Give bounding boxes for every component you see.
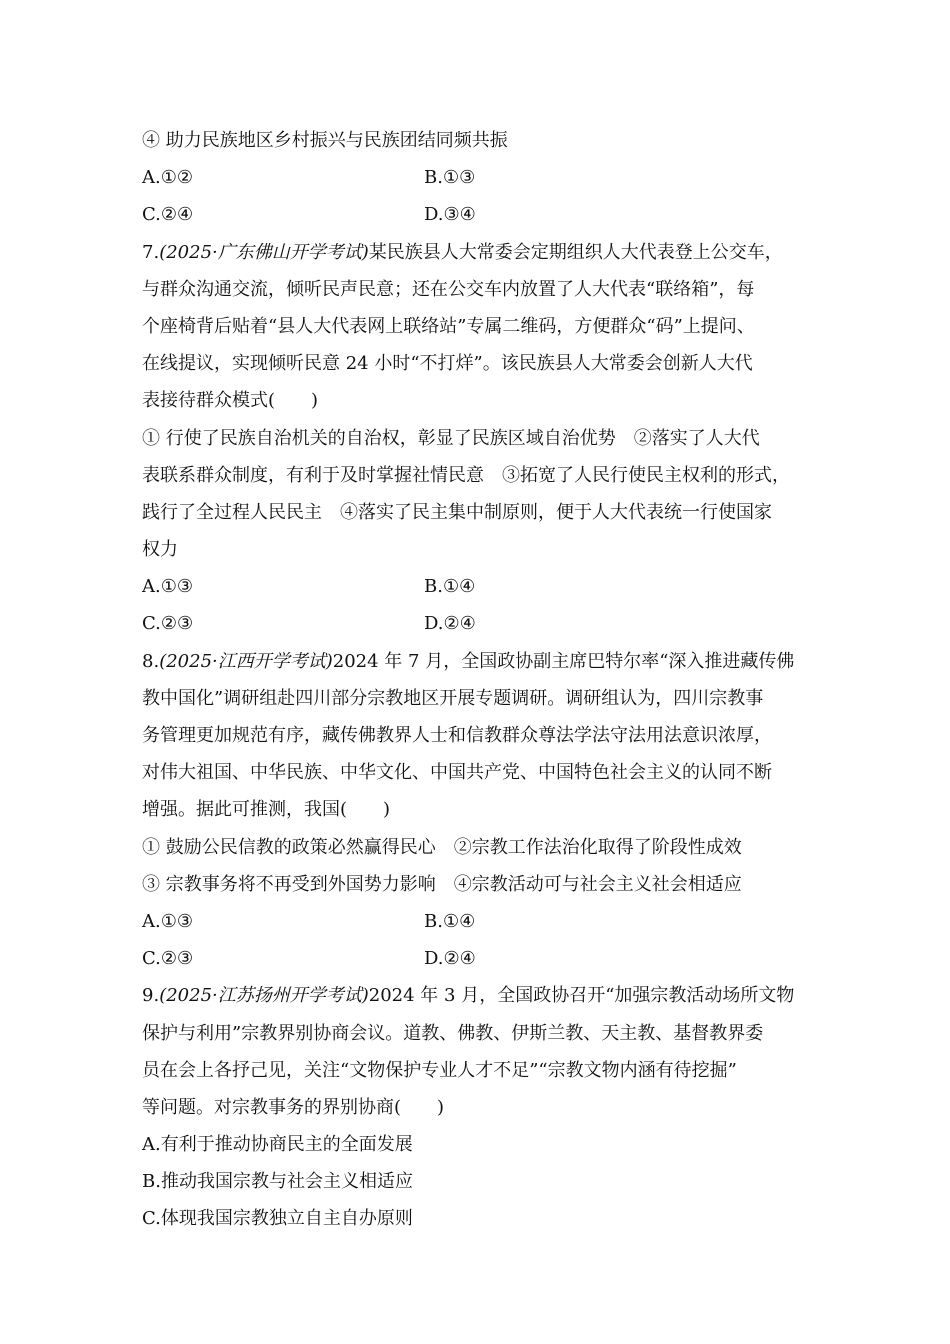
q8-stem-line: 务管理更加规范有序，藏传佛教界人士和信教群众尊法学法守法用法意识浓厚， <box>142 725 772 746</box>
q6-options-row-2 <box>142 196 822 233</box>
q9-stem-line: 保护与利用”宗教界别协商会议。道教、佛教、伊斯兰教、天主教、基督教界委 <box>142 1022 764 1044</box>
q7-stem-line: 个座椅背后贴着“县人大代表网上联络站”专属二维码，方便群众“码”上提问、 <box>142 315 755 337</box>
q8-option-b[interactable]: B.①④ <box>424 910 476 932</box>
q9-option-b[interactable]: B.推动我国宗教与社会主义相适应 <box>142 1171 413 1193</box>
q8-stem-line <box>142 643 822 680</box>
q9-source: (2025·江苏扬州开学考试) <box>159 985 369 1007</box>
q9-stem-line <box>142 977 822 1014</box>
q6-option-a[interactable]: A.①② <box>142 167 193 189</box>
q9-number: 9. <box>142 985 160 1007</box>
q6-options-row-1 <box>142 159 822 196</box>
document-page <box>142 122 822 1238</box>
q8-stem-line: 增强。据此可推测，我国( ) <box>142 799 391 821</box>
q8-number: 8. <box>142 650 160 672</box>
q7-options-row-1 <box>142 568 822 605</box>
q8-stem-text: 2024 年 7 月，全国政协副主席巴特尔率“深入推进藏传佛 <box>332 650 795 672</box>
q8-items-line: ③ 宗教事务将不再受到外国势力影响 ④宗教活动可与社会主义社会相适应 <box>142 873 742 895</box>
q7-items-line: 践行了全过程人民民主 ④落实了民主集中制原则，便于人大代表统一行使国家 <box>142 501 772 523</box>
q8-option-a[interactable]: A.①③ <box>142 910 193 932</box>
q6-option-c[interactable]: C.②④ <box>142 204 194 226</box>
q8-option-d[interactable]: D.②④ <box>424 948 476 970</box>
q7-stem-text: 某民族县人大常委会定期组织人大代表登上公交车， <box>368 241 783 263</box>
q7-stem-line <box>142 234 822 271</box>
q6-option-d[interactable]: D.③④ <box>424 204 476 226</box>
q7-stem-line: 表接待群众模式( ) <box>142 390 319 412</box>
q7-option-c[interactable]: C.②③ <box>142 613 194 635</box>
q9-option-c[interactable]: C.体现我国宗教独立自主自办原则 <box>142 1208 413 1230</box>
q7-items-line: 表联系群众制度，有利于及时掌握社情民意 ③拓宽了人民行使民主权利的形式， <box>142 464 790 486</box>
q6-item-4: ④ 助力民族地区乡村振兴与民族团结同频共振 <box>142 130 508 151</box>
q8-source: (2025·江西开学考试) <box>159 650 333 672</box>
q7-option-b[interactable]: B.①④ <box>424 576 476 598</box>
q8-stem-line: 对伟大祖国、中华民族、中华文化、中国共产党、中国特色社会主义的认同不断 <box>142 762 772 784</box>
q9-stem-line: 员在会上各抒己见，关注“文物保护专业人才不足”“宗教文物内涵有待挖掘” <box>142 1059 737 1081</box>
q7-source: (2025·广东佛山开学考试) <box>159 241 369 263</box>
q7-option-d[interactable]: D.②④ <box>424 613 476 635</box>
q8-option-c[interactable]: C.②③ <box>142 948 194 970</box>
q7-number: 7. <box>142 241 160 263</box>
q8-options-row-1 <box>142 903 822 940</box>
q8-items-line: ① 鼓励公民信教的政策必然赢得民心 ②宗教工作法治化取得了阶段性成效 <box>142 836 742 858</box>
q9-option-a[interactable]: A.有利于推动协商民主的全面发展 <box>142 1134 413 1156</box>
q7-items-line: ① 行使了民族自治机关的自治权，彰显了民族区域自治优势 ②落实了人大代 <box>142 427 760 449</box>
q9-stem-text: 2024 年 3 月，全国政协召开“加强宗教活动场所文物 <box>368 985 795 1007</box>
q7-stem-line: 与群众沟通交流，倾听民声民意；还在公交车内放置了人大代表“联络箱”，每 <box>142 278 755 300</box>
q7-stem-line: 在线提议，实现倾听民意 24 小时“不打烊”。该民族县人大常委会创新人大代 <box>142 353 753 375</box>
q9-stem-line: 等问题。对宗教事务的界别协商( ) <box>142 1096 445 1118</box>
q6-option-b[interactable]: B.①③ <box>424 167 476 189</box>
q8-stem-line: 教中国化”调研组赴四川部分宗教地区开展专题调研。调研组认为，四川宗教事 <box>142 687 764 709</box>
q7-items-line: 权力 <box>142 539 178 561</box>
q7-options-row-2 <box>142 605 822 642</box>
q7-option-a[interactable]: A.①③ <box>142 576 193 598</box>
q8-options-row-2 <box>142 940 822 977</box>
